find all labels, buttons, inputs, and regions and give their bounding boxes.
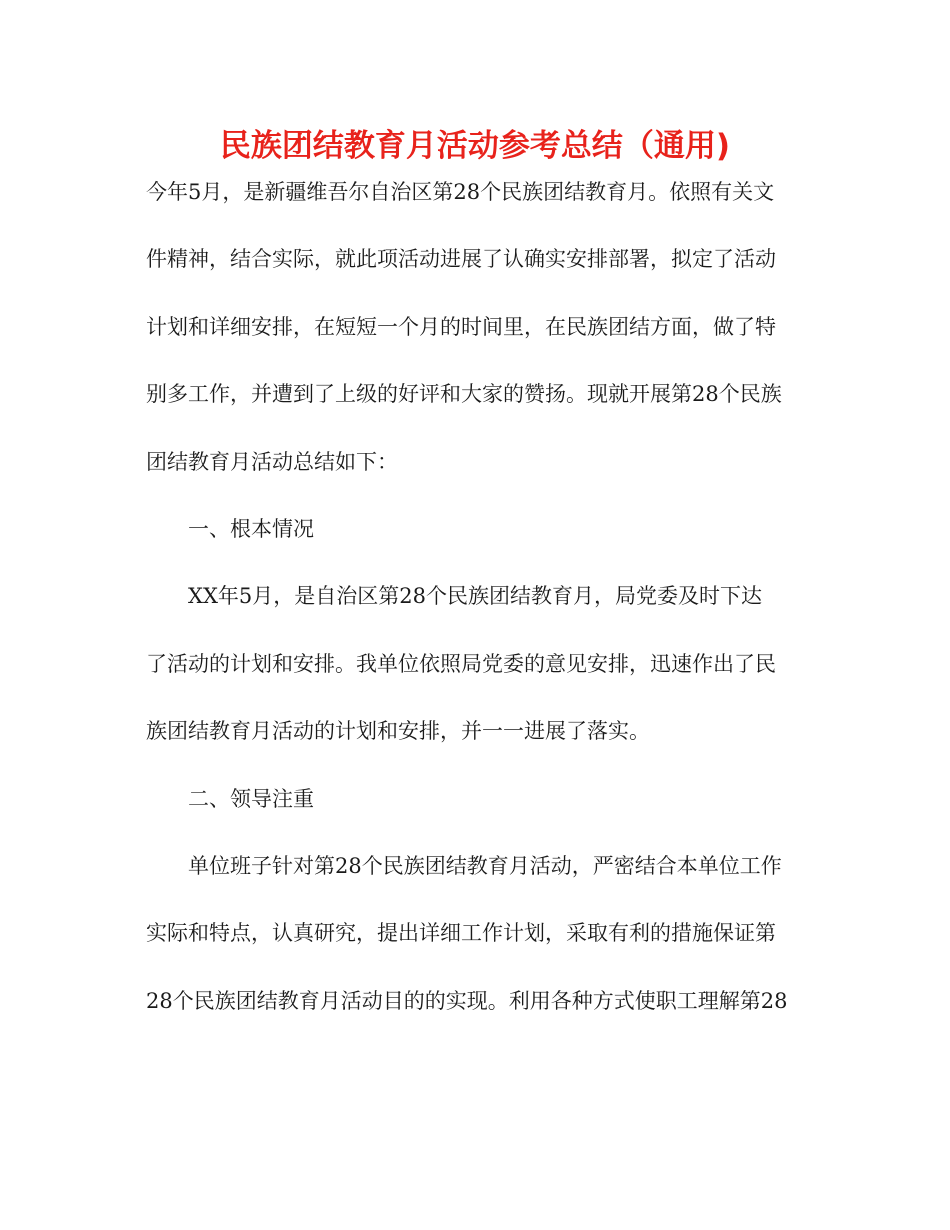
paragraph-line: XX年5月，是自治区第28个民族团结教育月，局党委及时下达: [188, 584, 762, 609]
paragraph-line: 了活动的计划和安排。我单位依照局党委的意见安排，迅速作出了民: [146, 651, 776, 676]
section-heading: 二、领导注重: [188, 786, 314, 811]
paragraph-line: 族团结教育月活动的计划和安排，并一一进展了落实。: [146, 719, 650, 744]
paragraph-line: 实际和特点，认真研究，提出详细工作计划，采取有利的措施保证第: [146, 921, 776, 946]
section-heading: 一、根本情况: [188, 516, 314, 541]
paragraph-line: 28个民族团结教育月活动目的的实现。利用各种方式使职工理解第28: [146, 988, 788, 1013]
paragraph-line: 计划和详细安排，在短短一个月的时间里，在民族团结方面，做了特: [146, 314, 776, 339]
paragraph-line: 今年5月，是新疆维吾尔自治区第28个民族团结教育月。依照有关文: [146, 180, 775, 204]
document-title: 民族团结教育月活动参考总结（通用): [219, 128, 731, 164]
paragraph-line: 件精神，结合实际，就此项活动进展了认确实安排部署，拟定了活动: [146, 247, 776, 272]
paragraph-line: 团结教育月活动总结如下：: [146, 449, 398, 474]
paragraph-line: 别多工作，并遭到了上级的好评和大家的赞扬。现就开展第28个民族: [146, 382, 782, 407]
document-body: [146, 169, 806, 1045]
paragraph-line: 单位班子针对第28个民族团结教育月活动，严密结合本单位工作: [188, 853, 782, 878]
